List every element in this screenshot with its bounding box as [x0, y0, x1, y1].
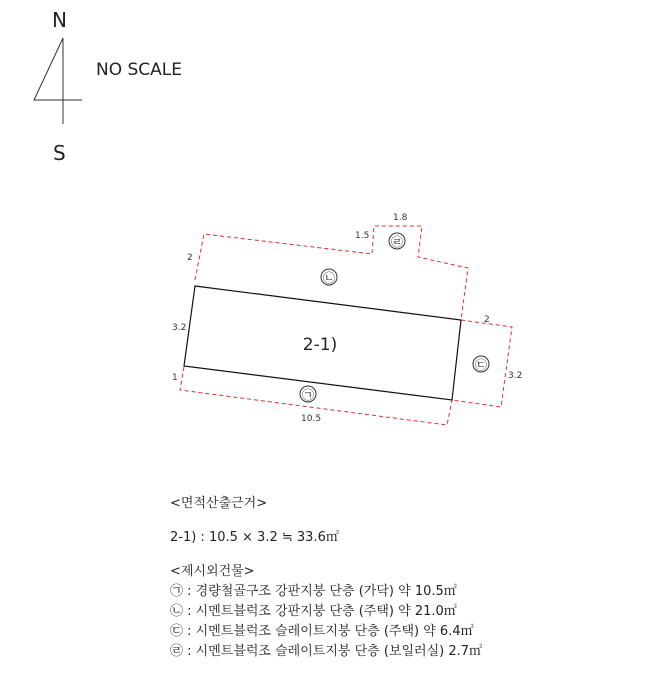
- compass-south-label: S: [53, 141, 66, 165]
- area-formula: 2-1) : 10.5 × 3.2 ≒ 33.6㎡: [170, 530, 339, 545]
- north-arrow-icon: [34, 38, 82, 124]
- dim-small-height: 1.5: [355, 231, 370, 241]
- building-c-label: ㉢: [474, 358, 488, 372]
- other-building-item-c: ㉢ : 시멘트블럭조 슬레이트지붕 단층 (주택) 약 6.4㎡: [170, 624, 474, 639]
- dim-bottom-length: 10.5: [301, 414, 322, 424]
- building-b-label: ㉡: [322, 271, 336, 285]
- building-d-label: ㉣: [390, 235, 404, 249]
- dim-bottom-left-offset: 1: [172, 373, 178, 383]
- other-building-item-a: ㉠ : 경량철골구조 강판지붕 단층 (가닥) 약 10.5㎡: [170, 584, 457, 599]
- dim-left-height: 3.2: [172, 323, 187, 333]
- dim-small-width: 1.8: [393, 213, 408, 223]
- compass-north-label: N: [52, 8, 67, 32]
- dim-right-width: 3.2: [508, 371, 523, 381]
- notes-block: [170, 494, 482, 662]
- other-building-item-d: ㉣ : 시멘트블럭조 슬레이트지붕 단층 (보일러실) 2.7㎡: [170, 644, 483, 659]
- building-a-label: ㉠: [301, 388, 315, 402]
- building-label-circles: [300, 233, 489, 402]
- other-building-item-b: ㉡ : 시멘트블럭조 강판지붕 단층 (주택) 약 21.0㎡: [170, 604, 457, 619]
- area-heading: <면적산출근거>: [170, 496, 268, 511]
- scale-note: NO SCALE: [96, 60, 183, 80]
- other-buildings-heading: <제시외건물>: [170, 564, 255, 579]
- dim-top-left-offset: 2: [187, 253, 193, 263]
- parcel-label: 2-1): [302, 335, 338, 355]
- dim-right-top-offset: 2: [484, 315, 490, 325]
- building-boundaries: [180, 226, 512, 425]
